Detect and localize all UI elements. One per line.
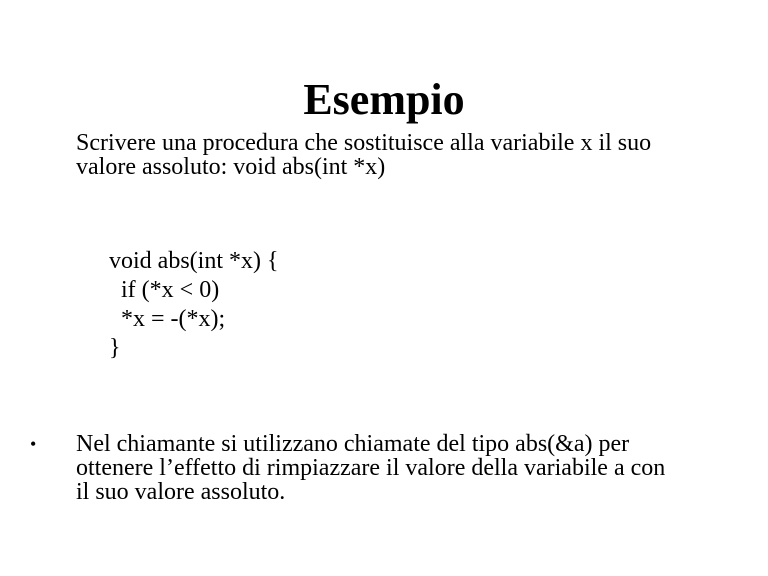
code-line: } bbox=[109, 335, 121, 361]
intro-line: Scrivere una procedura che sostituisce alla variabile x il suo bbox=[76, 130, 652, 156]
bullet-text bbox=[76, 432, 736, 504]
bullet-line: Nel chiamante si utilizzano chiamate del tipo abs(&a) per bbox=[76, 431, 630, 457]
slide-title: Esempio bbox=[303, 75, 465, 124]
intro-line: valore assoluto: void abs(int *x) bbox=[76, 154, 386, 180]
code-line: if (*x < 0) bbox=[109, 277, 220, 303]
bullet-dot-icon: • bbox=[30, 434, 37, 454]
intro-paragraph bbox=[76, 131, 736, 179]
bullet-line: ottenere l’effetto di rimpiazzare il valore della variabile a con bbox=[76, 455, 666, 481]
code-block bbox=[109, 247, 279, 363]
bullet-line: il suo valore assoluto. bbox=[76, 479, 286, 505]
code-line: *x = -(*x); bbox=[109, 306, 226, 332]
code-line: void abs(int *x) { bbox=[109, 248, 279, 274]
